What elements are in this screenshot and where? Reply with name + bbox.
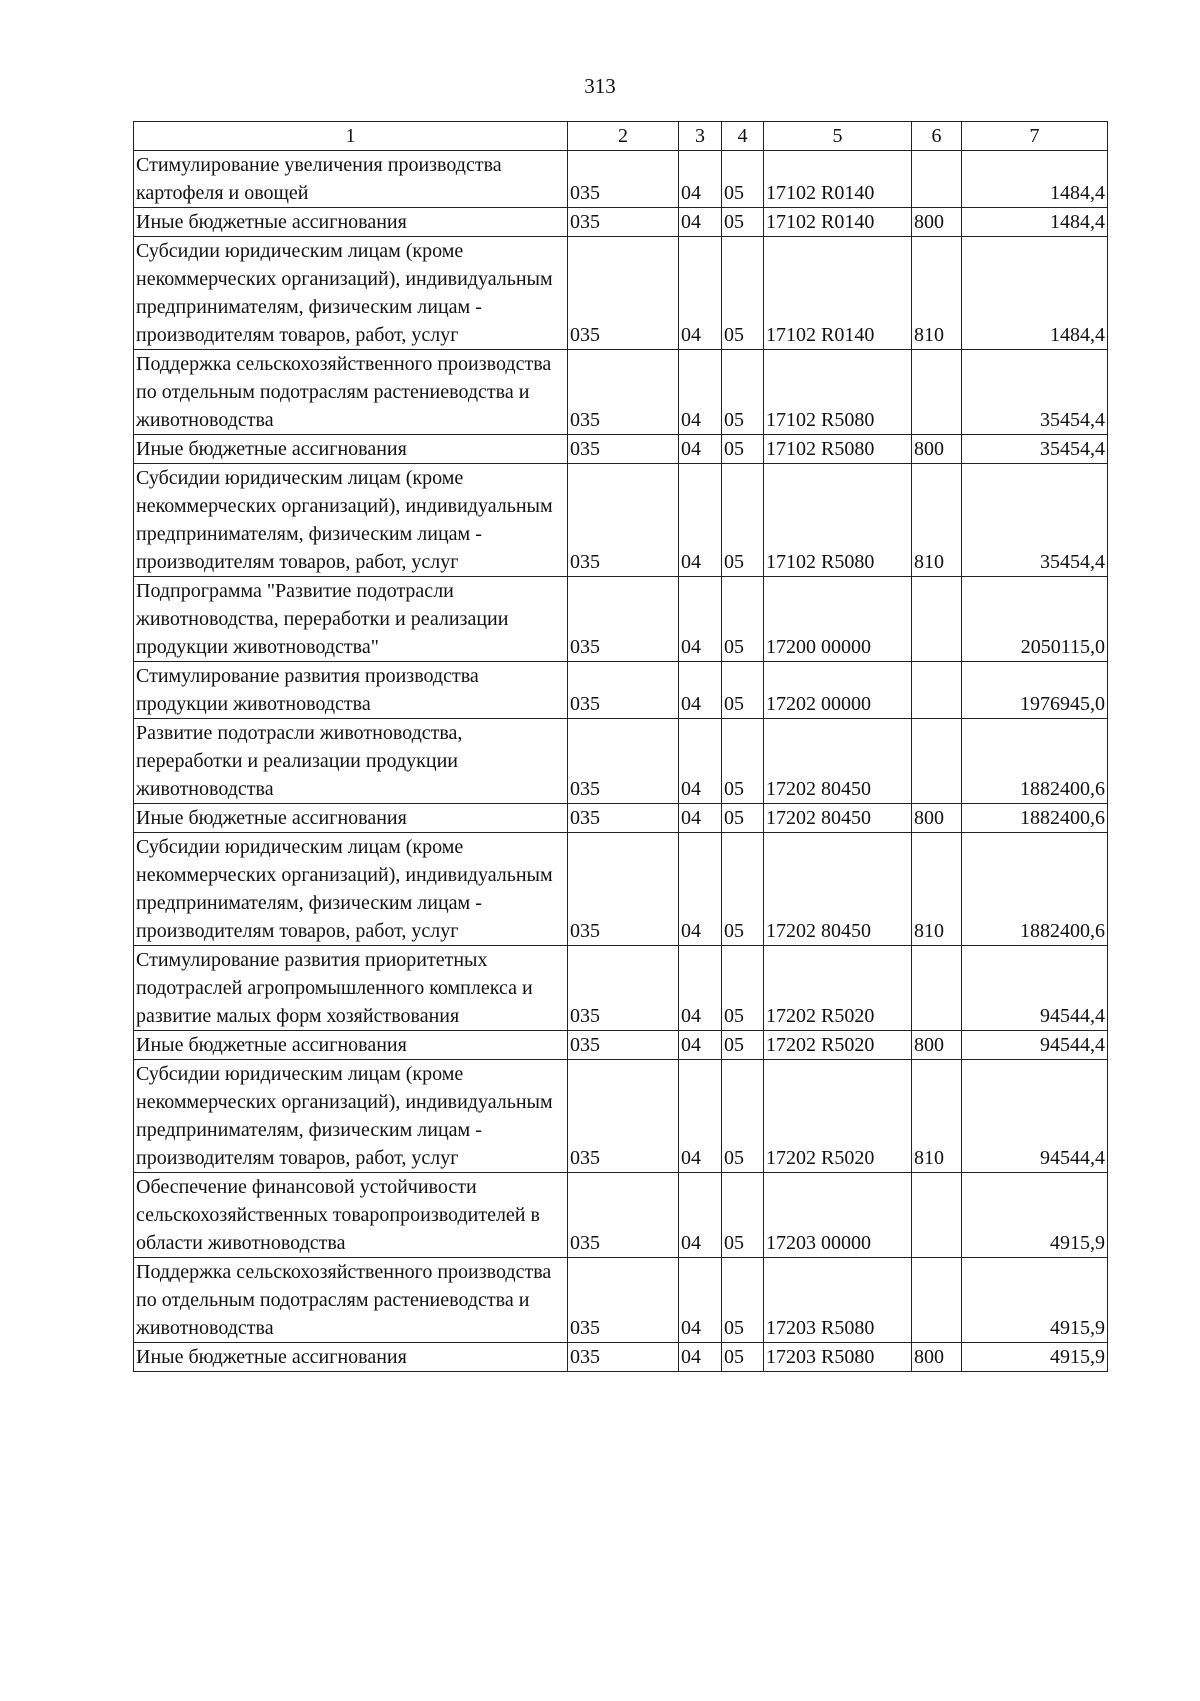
row-name: Обеспечение финансовой устойчивости сельскохозяйственных товаропроизводителей в области животноводства bbox=[134, 1173, 568, 1258]
subsection-code: 05 bbox=[722, 946, 764, 1031]
expense-type-code bbox=[912, 151, 962, 208]
row-name: Иные бюджетные ассигнования bbox=[134, 1343, 568, 1372]
subsection-code: 05 bbox=[722, 1031, 764, 1060]
amount: 35454,4 bbox=[962, 464, 1108, 577]
section-code: 04 bbox=[679, 1031, 722, 1060]
section-code: 04 bbox=[679, 719, 722, 804]
column-header-2: 2 bbox=[568, 122, 679, 151]
amount: 1484,4 bbox=[962, 237, 1108, 350]
section-code: 04 bbox=[679, 662, 722, 719]
table-row bbox=[134, 1173, 1108, 1258]
target-article-code: 17102 R0140 bbox=[764, 237, 912, 350]
section-code: 04 bbox=[679, 1060, 722, 1173]
section-code: 04 bbox=[679, 1343, 722, 1372]
subsection-code: 05 bbox=[722, 1343, 764, 1372]
row-name: Стимулирование увеличения производства картофеля и овощей bbox=[134, 151, 568, 208]
target-article-code: 17202 80450 bbox=[764, 719, 912, 804]
amount: 94544,4 bbox=[962, 946, 1108, 1031]
expense-type-code: 800 bbox=[912, 1343, 962, 1372]
section-code: 04 bbox=[679, 208, 722, 237]
budget-table bbox=[133, 121, 1108, 1372]
expense-type-code bbox=[912, 946, 962, 1031]
table-row bbox=[134, 464, 1108, 577]
target-article-code: 17202 R5020 bbox=[764, 946, 912, 1031]
section-code: 04 bbox=[679, 577, 722, 662]
ministry-code: 035 bbox=[568, 208, 679, 237]
expense-type-code bbox=[912, 662, 962, 719]
ministry-code: 035 bbox=[568, 350, 679, 435]
amount: 1976945,0 bbox=[962, 662, 1108, 719]
target-article-code: 17203 00000 bbox=[764, 1173, 912, 1258]
ministry-code: 035 bbox=[568, 1031, 679, 1060]
expense-type-code: 810 bbox=[912, 1060, 962, 1173]
subsection-code: 05 bbox=[722, 151, 764, 208]
ministry-code: 035 bbox=[568, 1060, 679, 1173]
amount: 1882400,6 bbox=[962, 833, 1108, 946]
table-body bbox=[134, 151, 1108, 1372]
target-article-code: 17102 R0140 bbox=[764, 151, 912, 208]
table-row bbox=[134, 1060, 1108, 1173]
subsection-code: 05 bbox=[722, 208, 764, 237]
column-header-4: 4 bbox=[722, 122, 764, 151]
subsection-code: 05 bbox=[722, 833, 764, 946]
table-row bbox=[134, 804, 1108, 833]
amount: 2050115,0 bbox=[962, 577, 1108, 662]
section-code: 04 bbox=[679, 435, 722, 464]
expense-type-code: 800 bbox=[912, 435, 962, 464]
table-row bbox=[134, 1258, 1108, 1343]
subsection-code: 05 bbox=[722, 464, 764, 577]
table-header-row bbox=[134, 122, 1108, 151]
ministry-code: 035 bbox=[568, 662, 679, 719]
expense-type-code bbox=[912, 719, 962, 804]
target-article-code: 17102 R5080 bbox=[764, 350, 912, 435]
ministry-code: 035 bbox=[568, 577, 679, 662]
row-name: Иные бюджетные ассигнования bbox=[134, 804, 568, 833]
page-number: 313 bbox=[584, 74, 616, 98]
section-code: 04 bbox=[679, 350, 722, 435]
expense-type-code: 800 bbox=[912, 208, 962, 237]
expense-type-code bbox=[912, 1173, 962, 1258]
expense-type-code: 810 bbox=[912, 237, 962, 350]
amount: 1882400,6 bbox=[962, 804, 1108, 833]
target-article-code: 17202 80450 bbox=[764, 833, 912, 946]
row-name: Стимулирование развития приоритетных подотраслей агропромышленного комплекса и развитие малых форм хозяйствования bbox=[134, 946, 568, 1031]
target-article-code: 17203 R5080 bbox=[764, 1258, 912, 1343]
target-article-code: 17202 R5020 bbox=[764, 1060, 912, 1173]
table-row bbox=[134, 662, 1108, 719]
amount: 35454,4 bbox=[962, 350, 1108, 435]
table-row bbox=[134, 1031, 1108, 1060]
section-code: 04 bbox=[679, 151, 722, 208]
expense-type-code: 810 bbox=[912, 464, 962, 577]
amount: 1484,4 bbox=[962, 208, 1108, 237]
section-code: 04 bbox=[679, 804, 722, 833]
subsection-code: 05 bbox=[722, 577, 764, 662]
amount: 94544,4 bbox=[962, 1060, 1108, 1173]
ministry-code: 035 bbox=[568, 435, 679, 464]
target-article-code: 17102 R0140 bbox=[764, 208, 912, 237]
target-article-code: 17203 R5080 bbox=[764, 1343, 912, 1372]
target-article-code: 17202 R5020 bbox=[764, 1031, 912, 1060]
expense-type-code: 800 bbox=[912, 1031, 962, 1060]
ministry-code: 035 bbox=[568, 719, 679, 804]
table-row bbox=[134, 435, 1108, 464]
subsection-code: 05 bbox=[722, 1258, 764, 1343]
row-name: Подпрограмма "Развитие подотрасли животноводства, переработки и реализации продукции животноводства" bbox=[134, 577, 568, 662]
column-header-6: 6 bbox=[912, 122, 962, 151]
amount: 94544,4 bbox=[962, 1031, 1108, 1060]
row-name: Иные бюджетные ассигнования bbox=[134, 208, 568, 237]
target-article-code: 17202 00000 bbox=[764, 662, 912, 719]
ministry-code: 035 bbox=[568, 237, 679, 350]
expense-type-code bbox=[912, 577, 962, 662]
row-name: Субсидии юридическим лицам (кроме некоммерческих организаций), индивидуальным предпринимателям, физическим лицам - производителям товаров, работ, услуг bbox=[134, 237, 568, 350]
amount: 35454,4 bbox=[962, 435, 1108, 464]
ministry-code: 035 bbox=[568, 1258, 679, 1343]
ministry-code: 035 bbox=[568, 804, 679, 833]
table-row bbox=[134, 350, 1108, 435]
amount: 4915,9 bbox=[962, 1173, 1108, 1258]
table-row bbox=[134, 237, 1108, 350]
ministry-code: 035 bbox=[568, 1173, 679, 1258]
amount: 4915,9 bbox=[962, 1343, 1108, 1372]
section-code: 04 bbox=[679, 1173, 722, 1258]
row-name: Стимулирование развития производства продукции животноводства bbox=[134, 662, 568, 719]
section-code: 04 bbox=[679, 237, 722, 350]
table-row bbox=[134, 151, 1108, 208]
column-header-5: 5 bbox=[764, 122, 912, 151]
target-article-code: 17200 00000 bbox=[764, 577, 912, 662]
row-name: Развитие подотрасли животноводства, переработки и реализации продукции животноводства bbox=[134, 719, 568, 804]
row-name: Поддержка сельскохозяйственного производства по отдельным подотраслям растениеводства и животноводства bbox=[134, 350, 568, 435]
row-name: Иные бюджетные ассигнования bbox=[134, 435, 568, 464]
column-header-1: 1 bbox=[134, 122, 568, 151]
table-row bbox=[134, 719, 1108, 804]
row-name: Субсидии юридическим лицам (кроме некоммерческих организаций), индивидуальным предпринимателям, физическим лицам - производителям товаров, работ, услуг bbox=[134, 464, 568, 577]
ministry-code: 035 bbox=[568, 833, 679, 946]
section-code: 04 bbox=[679, 464, 722, 577]
subsection-code: 05 bbox=[722, 237, 764, 350]
amount: 4915,9 bbox=[962, 1258, 1108, 1343]
ministry-code: 035 bbox=[568, 1343, 679, 1372]
expense-type-code: 810 bbox=[912, 833, 962, 946]
row-name: Субсидии юридическим лицам (кроме некоммерческих организаций), индивидуальным предпринимателям, физическим лицам - производителям товаров, работ, услуг bbox=[134, 1060, 568, 1173]
table-row bbox=[134, 833, 1108, 946]
row-name: Поддержка сельскохозяйственного производства по отдельным подотраслям растениеводства и животноводства bbox=[134, 1258, 568, 1343]
row-name: Иные бюджетные ассигнования bbox=[134, 1031, 568, 1060]
column-header-3: 3 bbox=[679, 122, 722, 151]
section-code: 04 bbox=[679, 1258, 722, 1343]
subsection-code: 05 bbox=[722, 719, 764, 804]
ministry-code: 035 bbox=[568, 946, 679, 1031]
ministry-code: 035 bbox=[568, 464, 679, 577]
subsection-code: 05 bbox=[722, 1060, 764, 1173]
table-row bbox=[134, 577, 1108, 662]
table-row bbox=[134, 208, 1108, 237]
amount: 1484,4 bbox=[962, 151, 1108, 208]
target-article-code: 17102 R5080 bbox=[764, 435, 912, 464]
section-code: 04 bbox=[679, 946, 722, 1031]
subsection-code: 05 bbox=[722, 804, 764, 833]
amount: 1882400,6 bbox=[962, 719, 1108, 804]
target-article-code: 17102 R5080 bbox=[764, 464, 912, 577]
ministry-code: 035 bbox=[568, 151, 679, 208]
target-article-code: 17202 80450 bbox=[764, 804, 912, 833]
subsection-code: 05 bbox=[722, 662, 764, 719]
expense-type-code bbox=[912, 350, 962, 435]
section-code: 04 bbox=[679, 833, 722, 946]
table-row bbox=[134, 1343, 1108, 1372]
expense-type-code bbox=[912, 1258, 962, 1343]
subsection-code: 05 bbox=[722, 350, 764, 435]
column-header-7: 7 bbox=[962, 122, 1108, 151]
expense-type-code: 800 bbox=[912, 804, 962, 833]
subsection-code: 05 bbox=[722, 435, 764, 464]
subsection-code: 05 bbox=[722, 1173, 764, 1258]
table-row bbox=[134, 946, 1108, 1031]
row-name: Субсидии юридическим лицам (кроме некоммерческих организаций), индивидуальным предпринимателям, физическим лицам - производителям товаров, работ, услуг bbox=[134, 833, 568, 946]
